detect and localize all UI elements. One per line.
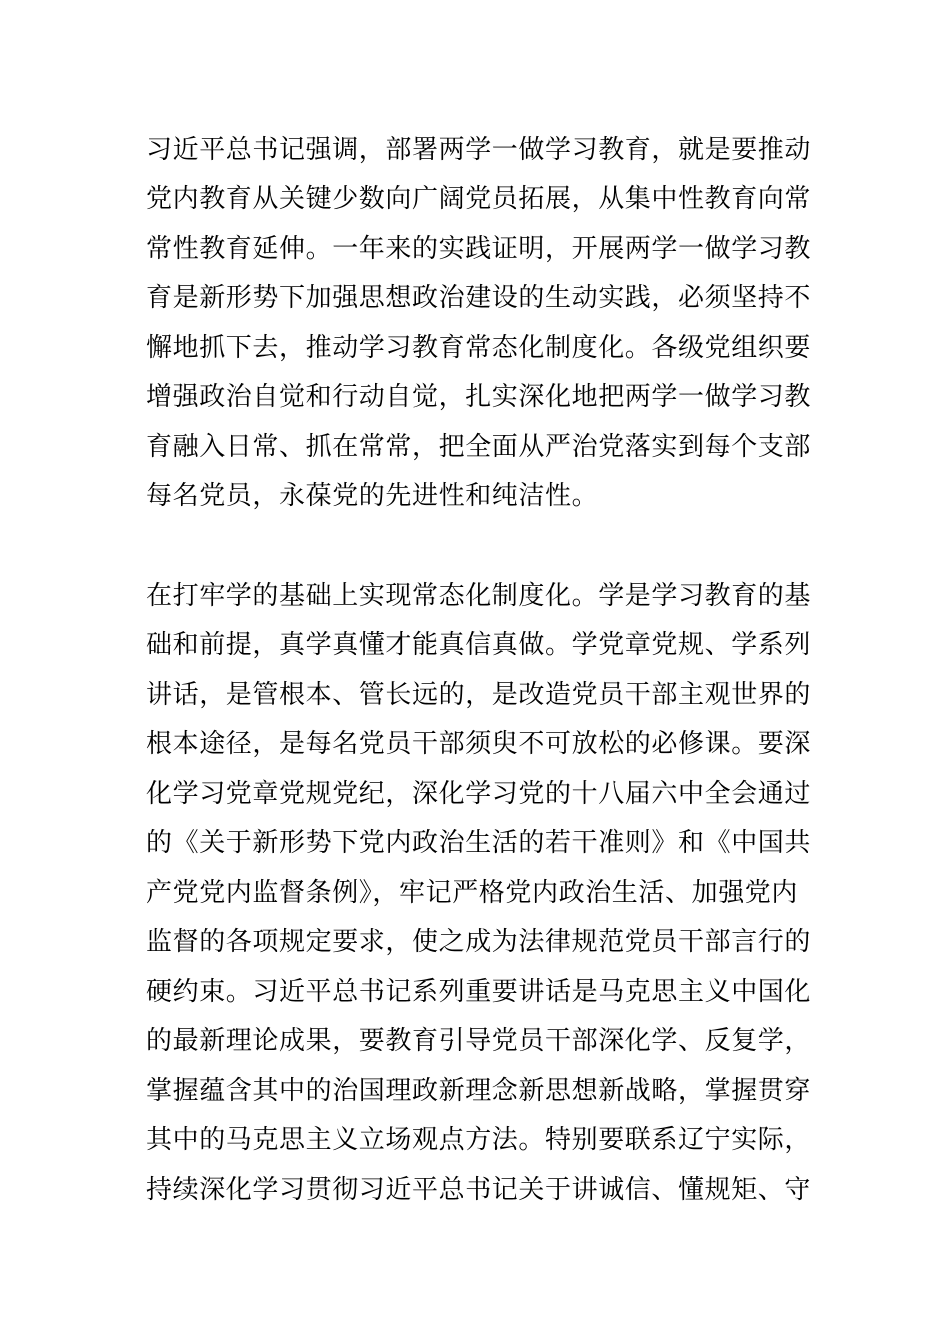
paragraph-line: 懈地抓下去，推动学习教育常态化制度化。各级党组织要 <box>146 333 812 363</box>
paragraph-line: 育是新形势下加强思想政治建设的生动实践，必须坚持不 <box>146 283 812 313</box>
paragraph-line: 掌握蕴含其中的治国理政新理念新思想新战略，掌握贯穿 <box>146 1076 812 1106</box>
paragraph-line: 化学习党章党规党纪，深化学习党的十八届六中全会通过 <box>146 779 812 809</box>
paragraph-line: 每名党员，永葆党的先进性和纯洁性。 <box>146 481 599 511</box>
paragraph-line: 育融入日常、抓在常常，把全面从严治党落实到每个支部 <box>146 432 812 462</box>
paragraph-line: 持续深化学习贯彻习近平总书记关于讲诚信、懂规矩、守 <box>146 1175 812 1205</box>
paragraph-line: 的《关于新形势下党内政治生活的若干准则》和《中国共 <box>146 828 812 858</box>
paragraph-line: 增强政治自觉和行动自觉，扎实深化地把两学一做学习教 <box>146 382 812 412</box>
paragraph-line: 党内教育从关键少数向广阔党员拓展，从集中性教育向常 <box>146 184 812 214</box>
paragraph-line: 产党党内监督条例》，牢记严格党内政治生活、加强党内 <box>146 878 799 908</box>
paragraph-line: 础和前提，真学真懂才能真信真做。学党章党规、学系列 <box>146 630 812 660</box>
paragraph-line: 在打牢学的基础上实现常态化制度化。学是学习教育的基 <box>146 581 812 611</box>
paragraph-line: 硬约束。习近平总书记系列重要讲话是马克思主义中国化 <box>146 977 812 1007</box>
paragraph-line: 常性教育延伸。一年来的实践证明，开展两学一做学习教 <box>146 234 812 264</box>
paragraph-line: 根本途径，是每名党员干部须臾不可放松的必修课。要深 <box>146 729 812 759</box>
paragraph-line: 习近平总书记强调，部署两学一做学习教育，就是要推动 <box>146 135 812 165</box>
paragraph-line: 讲话，是管根本、管长远的，是改造党员干部主观世界的 <box>146 680 812 710</box>
paragraph-line: 的最新理论成果，要教育引导党员干部深化学、反复学， <box>146 1026 812 1056</box>
paragraph-line: 监督的各项规定要求，使之成为法律规范党员干部言行的 <box>146 927 812 957</box>
paragraph-line: 其中的马克思主义立场观点方法。特别要联系辽宁实际， <box>146 1125 812 1155</box>
